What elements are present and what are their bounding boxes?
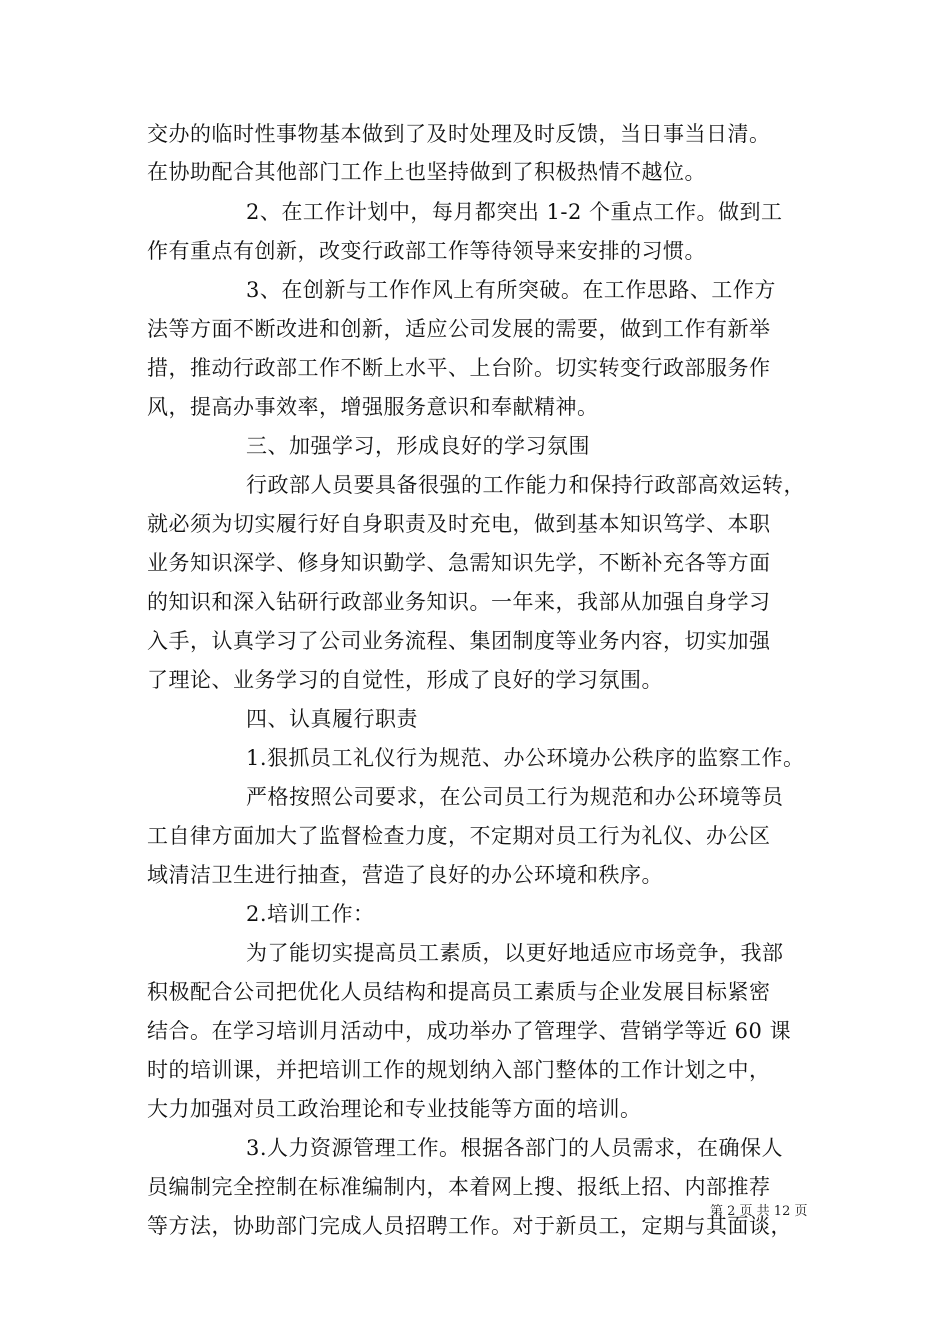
text-line: 员编制完全控制在标准编制内，本着网上搜、报纸上招、内部推荐: [147, 1175, 771, 1199]
text-line: 结合。在学习培训月活动中，成功举办了管理学、营销学等近 60 课: [147, 1019, 792, 1043]
text-line: 3、在创新与工作作风上有所突破。在工作思路、工作方: [246, 278, 776, 302]
text-line: 作有重点有创新，改变行政部工作等待领导来安排的习惯。: [147, 239, 706, 263]
text-line: 就必须为切实履行好自身职责及时充电，做到基本知识笃学、本职: [147, 512, 771, 536]
text-line: 措，推动行政部工作不断上水平、上台阶。切实转变行政部服务作: [147, 356, 771, 380]
text-line: 业务知识深学、修身知识勤学、急需知识先学，不断补充各等方面: [147, 551, 771, 575]
text-line: 在协助配合其他部门工作上也坚持做到了积极热情不越位。: [147, 160, 706, 184]
text-line: 严格按照公司要求，在公司员工行为规范和办公环境等员: [246, 785, 784, 809]
text-line: 了理论、业务学习的自觉性，形成了良好的学习氛围。: [147, 668, 663, 692]
text-line: 域清洁卫生进行抽查，营造了良好的办公环境和秩序。: [147, 863, 663, 887]
text-line: 行政部人员要具备很强的工作能力和保持行政部高效运转，: [246, 473, 805, 497]
text-line: 风，提高办事效率，增强服务意识和奉献精神。: [147, 395, 599, 419]
section-heading: 三、加强学习，形成良好的学习氛围: [246, 434, 590, 458]
text-line: 2、在工作计划中，每月都突出 1-2 个重点工作。做到工: [246, 200, 783, 224]
text-line: 交办的临时性事物基本做到了及时处理及时反馈，当日事当日清。: [147, 122, 771, 146]
text-line: 3.人力资源管理工作。根据各部门的人员需求，在确保人: [246, 1136, 784, 1160]
section-heading: 四、认真履行职责: [246, 707, 418, 731]
text-line: 等方法，协助部门完成人员招聘工作。对于新员工，定期与其面谈，: [147, 1214, 792, 1238]
page-number-footer: 第 2 页 共 12 页: [710, 1204, 808, 1219]
subsection-heading: 1.狠抓员工礼仪行为规范、办公环境办公秩序的监察工作。: [246, 746, 805, 770]
text-line: 工自律方面加大了监督检查力度，不定期对员工行为礼仪、办公区: [147, 824, 771, 848]
text-line: 入手，认真学习了公司业务流程、集团制度等业务内容，切实加强: [147, 629, 771, 653]
text-line: 时的培训课，并把培训工作的规划纳入部门整体的工作计划之中，: [147, 1058, 771, 1082]
text-line: 积极配合公司把优化人员结构和提高员工素质与企业发展目标紧密: [147, 980, 771, 1004]
text-line: 法等方面不断改进和创新，适应公司发展的需要，做到工作有新举: [147, 317, 771, 341]
text-line: 为了能切实提高员工素质，以更好地适应市场竞争，我部: [246, 941, 784, 965]
subsection-heading: 2.培训工作：: [246, 902, 375, 926]
text-line: 的知识和深入钻研行政部业务知识。一年来，我部从加强自身学习: [147, 590, 771, 614]
text-line: 大力加强对员工政治理论和专业技能等方面的培训。: [147, 1097, 642, 1121]
